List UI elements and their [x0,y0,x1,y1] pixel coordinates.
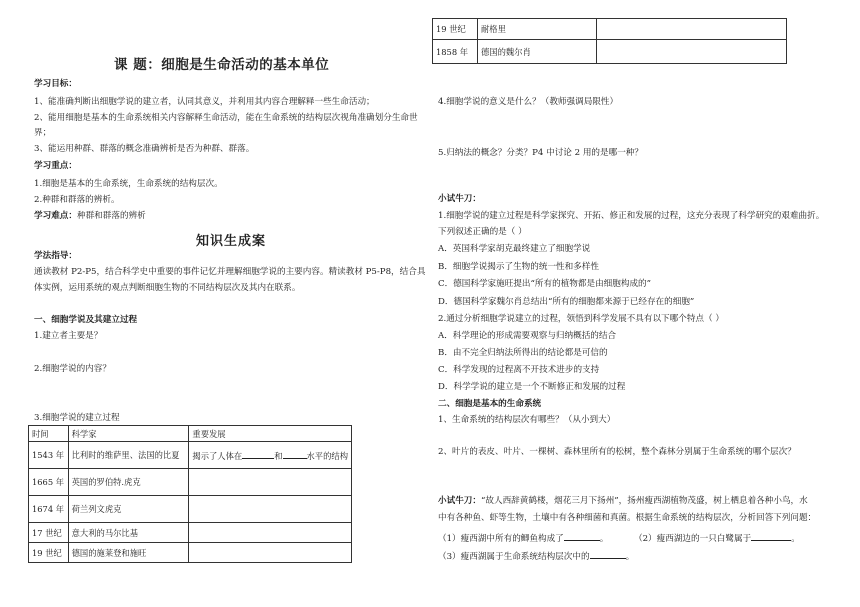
scientist-cell: 德国的魏尔肖 [478,40,597,64]
method-line: 体实例，运用系统的观点判断细胞生物的不同结构层次及其内在联系。 [34,283,301,293]
keypoints-heading: 学习重点： [34,161,77,171]
option-item: C．德国科学家施旺提出“所有的植物都是由细胞构成的” [438,279,652,289]
question-1: 1.建立者主要是？ [34,331,103,341]
quiz1-question-1-cont: 下列叙述正确的是（ ） [438,227,527,237]
keypoint-item: 1.细胞是基本的生命系统，生命系统的结构层次。 [34,179,223,189]
development-cell[interactable] [597,19,787,40]
scientist-cell: 德国的施莱登和施旺 [68,543,189,563]
question-3: 3.细胞学说的建立过程 [34,413,120,423]
method-line: 通读教材 P2-P5，结合科学史中重要的事件记忆并理解细胞学说的主要内容。精读教材 P5-P8，结合具 [34,267,426,277]
question-4: 4.细胞学说的意义是什么？（教师强调局限性） [438,97,619,107]
question-2: 2.细胞学说的内容？ [34,364,111,374]
keypoint-item: 2.种群和群落的辨析。 [34,195,120,205]
time-cell: 1543 年 [29,442,69,469]
quiz2-line-1 [438,495,808,507]
scientist-cell: 意大利的马尔比基 [68,523,189,543]
quiz2-text: “故人西辞黄鹤楼，烟花三月下扬州”，扬州瘦西湖植物茂盛，树上栖息着各种小鸟，水 [480,496,808,506]
history-table [28,425,352,563]
development-cell: 揭示了人体在 和 水平的结构 [189,442,352,469]
section-title: 知识生成案 [196,234,267,249]
development-cell[interactable] [189,469,352,496]
header-cell: 重要发展 [189,426,352,442]
table-row [433,19,787,40]
time-cell: 1674 年 [29,496,69,523]
goals-heading: 学习目标： [34,79,77,89]
option-item: B．细胞学说揭示了生物的统一性和多样性 [438,262,600,272]
fill-blank[interactable] [751,531,791,541]
quiz1-question-2: 2.通过分析细胞学说建立的过程，领悟到科学发展不具有以下哪个特点（ ） [438,314,724,324]
scientist-cell: 耐格里 [478,19,597,40]
goal-item: 3、能运用种群、群落的概念准确辨析是否为种群、群落。 [34,144,255,154]
scientist-cell: 英国的罗伯特.虎克 [68,469,189,496]
table-row [29,523,352,543]
option-item: A．英国科学家胡克最终建立了细胞学说 [438,244,591,254]
time-cell: 17 世纪 [29,523,69,543]
difficulty-line [34,210,146,222]
part2-question-1: 1、生命系统的结构层次有哪些？（从小到大） [438,415,616,425]
option-item: D．德国科学家魏尔肖总结出“所有的细胞都来源于已经存在的细胞” [438,297,695,307]
scientist-cell: 荷兰列文虎克 [68,496,189,523]
quiz2-sub-3: （3）瘦西湖属于生命系统结构层次中的 。 [438,549,634,563]
question-5: 5.归纳法的概念？分类？P4 中讨论 2 用的是哪一种？ [438,148,643,158]
quiz2-sub-2: （2）瘦西湖边的一只白鹭属于 。 [634,531,800,545]
table-row [433,40,787,64]
table-row [29,543,352,563]
fill-blank[interactable] [564,531,600,541]
quiz1-question-1: 1.细胞学说的建立过程是科学家探究、开拓、修正和发展的过程，这充分表现了科学研究的艰难曲折。 [438,211,825,221]
fill-blank[interactable] [242,449,274,459]
development-cell[interactable] [189,496,352,523]
development-cell[interactable] [189,543,352,563]
goal-item: 1、能准确判断出细胞学说的建立者，认同其意义，并利用其内容合理解释一些生命活动； [34,97,375,107]
time-cell: 19 世纪 [433,19,478,40]
part2-question-2: 2、叶片的表皮、叶片、一棵树、森林里所有的松树，整个森林分别属于生命系统的哪个层次？ [438,447,796,457]
part1-heading: 一、细胞学说及其建立过程 [34,315,138,325]
quiz2-line-2: 中有各种鱼、虾等生物，土壤中有各种细菌和真菌。根据生命系统的结构层次，分析回答下列问题： [438,513,817,523]
development-cell[interactable] [189,523,352,543]
difficulty-text: 种群和群落的辨析 [76,211,146,221]
fill-blank[interactable] [283,449,307,459]
option-item: D．科学学说的建立是一个不断修正和发展的过程 [438,382,626,392]
part2-heading: 二、细胞是基本的生命系统 [438,399,542,409]
page-title: 课 题：细胞是生命活动的基本单位 [114,57,330,73]
option-item: C．科学发现的过程离不开技术进步的支持 [438,365,600,375]
time-cell: 19 世纪 [29,543,69,563]
option-item: A．科学理论的形成需要观察与归纳概括的结合 [438,331,617,341]
header-cell: 时间 [29,426,69,442]
history-table-continued [432,18,787,64]
difficulty-label: 学习难点： [34,211,77,221]
goal-item: 2、能用细胞是基本的生命系统相关内容解释生命活动，能在生命系统的结构层次视角准确划分生命世 [34,113,418,123]
option-item: B．由不完全归纳法所得出的结论都是可信的 [438,348,608,358]
quiz2-sub-1: （1）瘦西湖中所有的鲫鱼构成了 。 [438,531,608,545]
time-cell: 1665 年 [29,469,69,496]
table-row [29,496,352,523]
table-header-row [29,426,352,442]
method-heading: 学法指导： [34,251,77,261]
fill-blank[interactable] [590,549,626,559]
time-cell: 1858 年 [433,40,478,64]
development-cell[interactable] [597,40,787,64]
quiz1-heading: 小试牛刀： [438,194,481,204]
header-cell: 科学家 [68,426,189,442]
quiz2-label: 小试牛刀： [438,496,481,506]
goal-item: 界； [34,128,52,138]
table-row [29,469,352,496]
table-row [29,442,352,469]
scientist-cell: 比利时的维萨里、法国的比夏 [68,442,189,469]
